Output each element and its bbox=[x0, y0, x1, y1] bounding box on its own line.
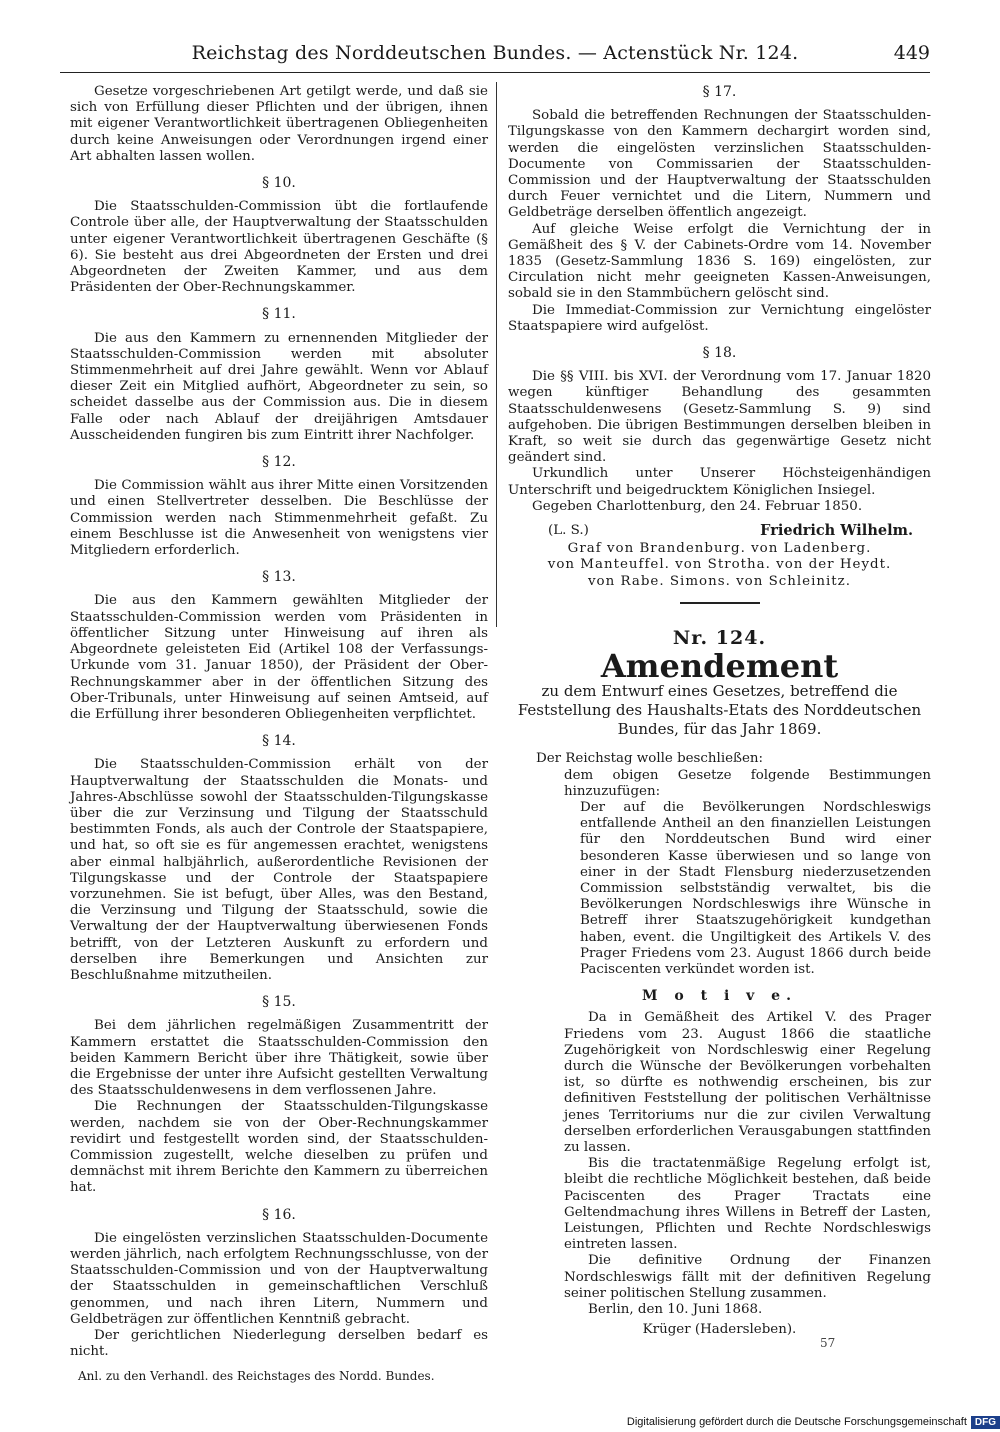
document-title: Amendement bbox=[600, 647, 839, 686]
digitization-credit bbox=[580, 1412, 1000, 1432]
running-header bbox=[60, 42, 930, 73]
header-title: Reichstag des Norddeutschen Bundes. — Actenstück Nr. 124. bbox=[191, 42, 799, 64]
footnote: Anl. zu den Verhandl. des Reichstages des Nordd. Bundes. bbox=[78, 1369, 435, 1384]
credit-text: Digitalisierung gefördert durch die Deutsche Forschungsgemeinschaft bbox=[626, 1416, 967, 1428]
paragraph: Der auf die Bevölkerungen Nordschleswigs entfallende Antheil an den finanziellen Leistungen für den Norddeutschen Bund wird einer besonderen Kasse überwiesen und so lange von einer in der Stadt Flensburg niederzusetzenden Commission selbstständig verwaltet, bis die Bevölkerungen Nordschleswigs ihre Wünsche in Betreff ihrer Staatszugehörigkeit kundgethan haben, event. die Ungiltigkeit des Artikels V. des Prager Friedens vom 23. August 1866 durch beide Paciscenten verkündet worden ist. bbox=[580, 799, 931, 977]
paragraph: Bis die tractatenmäßige Regelung erfolgt ist, bleibt die rechtliche Möglichkeit bestehen, daß beide Paciscenten des Prager Tractats eine Geltendmachung ihres Willens in Betreff der Lasten, Leistungen, Pflichten und Rechte Nordschleswigs eintreten lassen. bbox=[564, 1156, 931, 1253]
paragraph: Der gerichtlichen Niederlegung derselben bedarf es nicht. bbox=[70, 1328, 488, 1360]
section-heading: § 11. bbox=[262, 306, 296, 323]
section-heading: § 14. bbox=[262, 733, 296, 750]
paragraph: Die aus den Kammern gewählten Mitglieder der Staatsschulden-Commission werden vom Präsidenten in öffentlicher Sitzung unter Hinweisung auf ihren als Abgeordnete geleisteten Eid (Artikel 108 der Verfassungs-Urkunde vom 31. Januar 1850), der Präsident der Ober-Rechnungskammer aber in der öffentlichen Sitzung des Ober-Tribunals, unter Hinweisung auf seinen Amtseid, auf die Erfüllung ihrer besonderen Obliegenheiten verpflichtet. bbox=[70, 593, 488, 722]
paragraph: dem obigen Gesetze folgende Bestimmungen hinzuzufügen: bbox=[564, 767, 931, 799]
paragraph: Die eingelösten verzinslichen Staatsschulden-Documente werden jährlich, nach erfolgtem Rechnungsschlusse, von der Staatsschulden-Commission und von der Hauptverwaltung der Staatsschulden in gemeinschaftlichen Verschluß genommen, und nach ihren Litern, Nummern und Geldbeträgen zur öffentlichen Kenntniß gebracht. bbox=[70, 1230, 488, 1327]
left-column bbox=[70, 84, 488, 1385]
document-subtitle: zu dem Entwurf eines Gesetzes, betreffend die Feststellung des Haushalts-Etats des Norddeutschen Bundes, für das Jahr 1869. bbox=[517, 682, 922, 739]
paragraph: Gesetze vorgeschriebenen Art getilgt werde, und daß sie sich von Erfüllung dieser Pflichten und der übrigen, ihnen mit eigener Verantwortlichkeit übertragenen Obliegenheiten durch keine Anweisungen oder Verordnungen irgend einer Art abhalten lassen wollen. bbox=[70, 84, 488, 164]
paragraph: Bei dem jährlichen regelmäßigen Zusammentritt der Kammern erstattet die Staatsschulden-Commission den beiden Kammern Bericht über ihre Thätigkeit, sowie über die Ergebnisse der unter ihre Aufsicht gestellten Verwaltung des Staatsschuldenwesens in dem verflossenen Jahre. bbox=[70, 1018, 488, 1099]
paragraph: Die Rechnungen der Staatsschulden-Tilgungskasse werden, nachdem sie von der Ober-Rechnungskammer revidirt und festgestellt worden sind, der Staatsschulden-Commission zugestellt, welche dieselben zu prüfen und demnächst mit ihrem Berichte den Kammern zu überreichen hat. bbox=[70, 1099, 488, 1196]
section-heading: § 16. bbox=[262, 1206, 296, 1223]
column-divider bbox=[496, 82, 497, 627]
document-number: Nr. 124. bbox=[672, 626, 767, 649]
paragraph: Da in Gemäßheit des Artikel V. des Prager Friedens vom 23. August 1866 die staatliche Zugehörigkeit von Nordschleswig einer Regelung durch die Wünsche der Bevölkerungen vorbehalten ist, so dürfte es nothwendig erscheinen, bis zur definitiven Feststellung der politischen Verhältnisse jenes Territoriums nur die zur civilen Verwaltung derselben erforderlichen Verausgabungen stattfinden zu lassen. bbox=[564, 1010, 931, 1155]
minister-signatures: Graf von Brandenburg. von Ladenberg. bbox=[567, 541, 872, 557]
right-column bbox=[508, 84, 931, 1338]
dfg-logo: DFG bbox=[971, 1416, 1000, 1429]
paragraph: Die Staatsschulden-Commission übt die fortlaufende Controle über alle, der Hauptverwaltung der Staatsschulden unter eigener Verantwortlichkeit übertragenen Geschäfte (§ 6). Sie besteht aus drei Abgeordneten der Ersten und drei Abgeordneten der Zweiten Kammer, und aus dem Präsidenten der Ober-Rechnungskammer. bbox=[70, 199, 488, 296]
paragraph: Urkundlich unter Unserer Höchsteigenhändigen Unterschrift und beigedrucktem Königlichen Insiegel. bbox=[508, 466, 931, 498]
paragraph: Die Immediat-Commission zur Vernichtung eingelöster Staatspapiere wird aufgelöst. bbox=[508, 302, 931, 334]
seal-mark: (L. S.) bbox=[548, 523, 589, 539]
section-heading: § 12. bbox=[262, 454, 296, 471]
page-number: 449 bbox=[893, 42, 930, 64]
section-heading: § 17. bbox=[702, 84, 737, 100]
section-heading: § 13. bbox=[262, 569, 296, 586]
paragraph: Gegeben Charlottenburg, den 24. Februar 1850. bbox=[532, 498, 863, 514]
paragraph: Der Reichstag wolle beschließen: bbox=[536, 751, 764, 767]
section-rule bbox=[680, 602, 760, 604]
paragraph: Die Commission wählt aus ihrer Mitte einen Vorsitzenden und einen Stellvertreter desselben. Die Beschlüsse der Commission werden nach Stimmenmehrheit gefaßt. Zu einem Beschlusse ist die Anwesenheit von wenigstens vier Mitgliedern erforderlich. bbox=[70, 478, 488, 559]
signer-name: Krüger (Hadersleben). bbox=[642, 1322, 797, 1338]
motive-heading: M o t i v e. bbox=[642, 988, 797, 1005]
paragraph: Berlin, den 10. Juni 1868. bbox=[588, 1302, 763, 1317]
section-heading: § 15. bbox=[262, 994, 296, 1011]
section-heading: § 18. bbox=[702, 345, 737, 362]
paragraph: Die definitive Ordnung der Finanzen Nordschleswigs fällt mit der definitiven Regelung seiner politischen Stellung zusammen. bbox=[564, 1253, 931, 1301]
paragraph: Auf gleiche Weise erfolgt die Vernichtung der in Gemäßheit des § V. der Cabinets-Ordre vom 14. November 1835 (Gesetz-Sammlung 1836 S. 169) eingelösten, zur Circulation nicht mehr geeigneten Kassen-Anweisungen, sobald sie in den Stammbüchern gelöscht sind. bbox=[508, 221, 931, 302]
minister-signatures: von Rabe. Simons. von Schleinitz. bbox=[587, 573, 851, 589]
paragraph: Sobald die betreffenden Rechnungen der Staatsschulden-Tilgungskasse von den Kammern dechargirt worden sind, werden die eingelösten verzinslichen Staatsschulden-Documente von Commissarien der Staatsschulden-Commission und der Hauptverwaltung der Staatsschulden durch Feuer vernichtet und die Litern, Nummern und Geldbeträge derselben öffentlich angezeigt. bbox=[508, 108, 931, 221]
paragraph: Die aus den Kammern zu ernennenden Mitglieder der Staatsschulden-Commission werden mit absoluter Stimmenmehrheit auf drei Jahre gewählt. Wenn vor Ablauf dieser Zeit ein Mitglied aufhört, Abgeordneter zu sein, so scheidet dasselbe aus der Commission aus. Die in diesem Falle oder nach Ablauf der dreijährigen Amtsdauer Ausscheidenden fungiren bis zum Eintritt ihrer Nachfolger. bbox=[70, 330, 488, 443]
sheet-number: 57 bbox=[820, 1336, 836, 1350]
signature-row bbox=[548, 523, 913, 539]
paragraph: Die §§ VIII. bis XVI. der Verordnung vom 17. Januar 1820 wegen künftiger Behandlung des gesammten Staatsschuldenwesens (Gesetz-Sammlung S. 9) sind aufgehoben. Die übrigen Bestimmungen derselben bleiben in Kraft, so weit sie durch das gegenwärtige Gesetz nicht geändert sind. bbox=[508, 369, 931, 466]
minister-signatures: von Manteuffel. von Strotha. von der Heydt. bbox=[547, 557, 892, 573]
section-heading: § 10. bbox=[262, 175, 296, 192]
paragraph: Die Staatsschulden-Commission erhält von der Hauptverwaltung der Staatsschulden die Monats- und Jahres-Abschlüsse sowohl der Staatsschulden-Tilgungskasse über die zur Verzinsung und Tilgung der Staatsschuld bestimmten Fonds, als auch der Controle der Staatspapiere, und hat, so oft sie es für angemessen erachtet, wenigstens aber einmal halbjährlich, außerordentliche Revisionen der Tilgungskasse und der Controle der Staatspapiere vorzunehmen. Sie ist befugt, über Alles, was den Bestand, die Verzinsung und Tilgung der Staatsschuld, sowie die Verwaltung der der Hauptverwaltung überwiesenen Fonds betrifft, von der Letzteren Auskunft zu erfordern und derselben ihre Bemerkungen und Ansichten zur Beschlußnahme mitzutheilen. bbox=[70, 757, 488, 983]
royal-signature: Friedrich Wilhelm. bbox=[760, 522, 913, 540]
